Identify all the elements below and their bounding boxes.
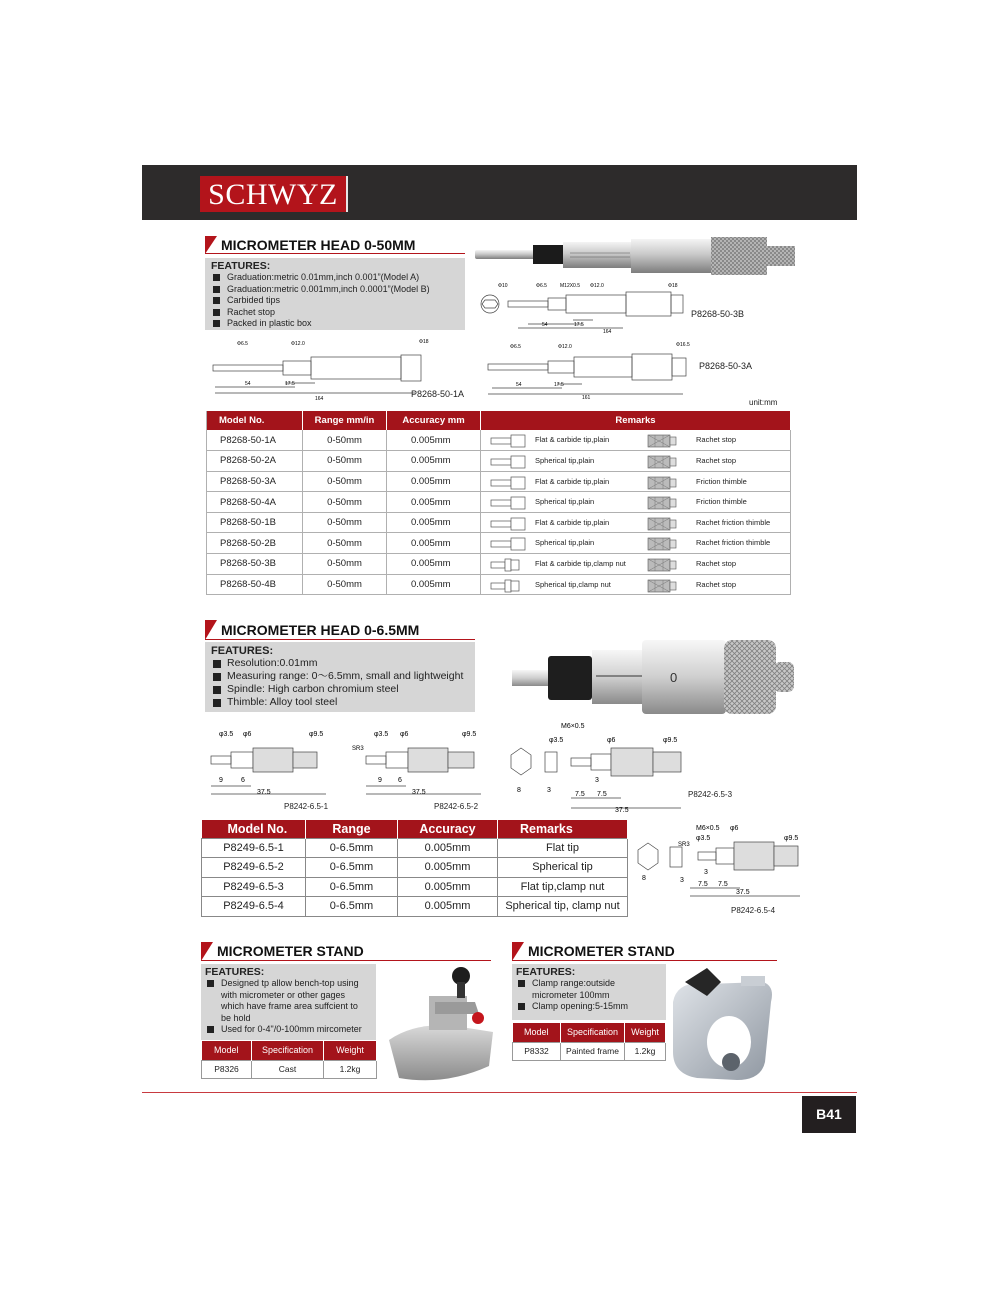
stop-desc: Rachet stop <box>696 435 737 444</box>
thimble-icon <box>647 496 697 510</box>
cell-model: P8268-50-2A <box>207 451 303 472</box>
features-label: FEATURES: <box>205 966 265 978</box>
tip-desc: Flat & carbide tip,plain <box>535 517 610 527</box>
svg-text:φ3.5: φ3.5 <box>374 731 389 738</box>
section3-features <box>201 964 376 1040</box>
table-row <box>202 877 628 897</box>
table-header-row <box>207 411 791 430</box>
tip-icon <box>489 455 529 469</box>
feature-item: Designed tp allow bench-top using with micrometer or other gages which have frame area suffcient to be hold <box>205 978 370 1024</box>
stop-desc: Friction thimble <box>696 497 747 507</box>
feature-item: Measuring range: 0～6.5mm, small and lightweight <box>211 670 469 683</box>
tip-desc: Flat & carbide tip,plain <box>535 435 610 444</box>
thimble-icon <box>647 558 697 572</box>
tip-icon <box>489 476 529 490</box>
th-model: Model No. <box>207 411 303 430</box>
svg-text:7.5: 7.5 <box>597 791 607 798</box>
cell-model: P8249-6.5-3 <box>202 877 306 897</box>
cell-remarks <box>481 430 791 451</box>
svg-text:37.5: 37.5 <box>257 789 271 796</box>
cell-range: 0-50mm <box>303 471 387 492</box>
svg-text:3: 3 <box>547 787 551 794</box>
svg-text:37.5: 37.5 <box>412 789 426 796</box>
feature-item: Carbided tips <box>211 295 459 307</box>
svg-text:9: 9 <box>378 777 382 784</box>
cell-remarks: Spherical tip, clamp nut <box>498 897 628 917</box>
label-p8268-50-1a: P8268-50-1A <box>411 389 465 399</box>
tip-icon <box>489 537 529 551</box>
svg-text:M12X0.5: M12X0.5 <box>560 283 581 289</box>
unit-label: unit:mm <box>749 398 778 407</box>
section2-title: MICROMETER HEAD 0-6.5MM <box>205 620 475 640</box>
feature-item: Used for 0-4"/0-100mm mircometer <box>205 1024 370 1036</box>
cell-remarks <box>481 471 791 492</box>
micrometer-head-50-photo <box>475 233 800 283</box>
cell-model: P8268-50-3A <box>207 471 303 492</box>
svg-text:φ9.5: φ9.5 <box>462 731 477 738</box>
tip-icon <box>489 496 529 510</box>
cell-range: 0-6.5mm <box>306 897 398 917</box>
svg-text:φ6: φ6 <box>730 825 739 832</box>
cell-model: P8268-50-2B <box>207 533 303 554</box>
table-row <box>202 858 628 878</box>
cell-model: P8249-6.5-2 <box>202 858 306 878</box>
stop-desc: Rachet friction thimble <box>696 538 771 548</box>
cell-model: P8268-50-4B <box>207 574 303 595</box>
cell-range: 0-6.5mm <box>306 877 398 897</box>
cell-accuracy: 0.005mm <box>387 512 481 533</box>
cell-remarks: Flat tip,clamp nut <box>498 877 628 897</box>
feature-item: Clamp opening:5-15mm <box>516 1001 660 1013</box>
cell-remarks <box>481 554 791 575</box>
svg-text:3: 3 <box>704 869 708 876</box>
svg-text:φ6: φ6 <box>607 737 616 744</box>
cell-range: 0-6.5mm <box>306 858 398 878</box>
table-row <box>202 838 628 858</box>
svg-text:3: 3 <box>595 777 599 784</box>
svg-text:Φ16.5: Φ16.5 <box>676 342 690 348</box>
features-label: FEATURES: <box>211 645 274 657</box>
drawing-p8268-50-3a <box>482 340 692 402</box>
svg-text:Φ12.0: Φ12.0 <box>590 283 604 289</box>
cell-accuracy: 0.005mm <box>387 533 481 554</box>
drawing-p8242-6-5-3 <box>505 720 690 815</box>
section2-header <box>205 620 475 640</box>
th-accuracy: Accuracy <box>398 820 498 838</box>
svg-text:37.5: 37.5 <box>736 889 750 896</box>
svg-text:7.5: 7.5 <box>575 791 585 798</box>
svg-text:Φ6.5: Φ6.5 <box>237 341 248 347</box>
svg-text:8: 8 <box>642 875 646 882</box>
cell-range: 0-6.5mm <box>306 838 398 858</box>
cell-range: 0-50mm <box>303 492 387 513</box>
cell-model: P8332 <box>513 1042 561 1060</box>
cell-range: 0-50mm <box>303 533 387 554</box>
cell-weight: 1.2kg <box>625 1042 666 1060</box>
th-remarks: Remarks <box>481 411 791 430</box>
stand-p8332-photo <box>667 962 775 1082</box>
cell-range: 0-50mm <box>303 430 387 451</box>
svg-text:17.5: 17.5 <box>285 381 295 387</box>
stand-p8326-photo <box>385 962 497 1082</box>
section1-title: MICROMETER HEAD 0-50MM <box>205 236 465 254</box>
cell-remarks: Flat tip <box>498 838 628 858</box>
table-row <box>207 574 791 595</box>
svg-text:φ3.5: φ3.5 <box>696 835 711 842</box>
cell-accuracy: 0.005mm <box>398 877 498 897</box>
cell-accuracy: 0.005mm <box>398 838 498 858</box>
thimble-icon <box>647 517 697 531</box>
th-weight: Weight <box>324 1041 377 1060</box>
section4-title: MICROMETER STAND <box>512 942 777 961</box>
drawing-p8242-6-5-1 <box>205 724 335 800</box>
cell-accuracy: 0.005mm <box>387 574 481 595</box>
tip-icon <box>489 558 529 572</box>
svg-text:164: 164 <box>315 396 324 402</box>
svg-text:M6×0.5: M6×0.5 <box>561 723 585 730</box>
cell-range: 0-50mm <box>303 554 387 575</box>
svg-text:164: 164 <box>603 329 612 335</box>
svg-text:Φ6.5: Φ6.5 <box>510 344 521 350</box>
svg-text:17.5: 17.5 <box>574 322 584 328</box>
section3-spec-table <box>201 1041 377 1079</box>
section3-header <box>201 942 491 961</box>
table-row <box>207 471 791 492</box>
tip-icon <box>489 517 529 531</box>
svg-text:φ9.5: φ9.5 <box>309 731 324 738</box>
svg-text:161: 161 <box>582 395 591 401</box>
brand-name: SCHWYZ <box>208 178 338 211</box>
feature-item: Graduation:metric 0.001mm,inch 0.0001”(Model B) <box>211 284 459 296</box>
tip-icon <box>489 579 529 593</box>
label-p8242-6-5-2: P8242-6.5-2 <box>434 802 479 811</box>
cell-model: P8326 <box>202 1060 252 1078</box>
th-accuracy: Accuracy mm <box>387 411 481 430</box>
feature-item: Packed in plastic box <box>211 318 459 330</box>
cell-range: 0-50mm <box>303 451 387 472</box>
cell-remarks <box>481 533 791 554</box>
feature-item: Spindle: High carbon chromium steel <box>211 683 469 696</box>
features-label: FEATURES: <box>516 966 576 978</box>
cell-accuracy: 0.005mm <box>387 471 481 492</box>
svg-text:M6×0.5: M6×0.5 <box>696 825 720 832</box>
label-p8268-50-3a: P8268-50-3A <box>699 361 753 371</box>
cell-remarks: Spherical tip <box>498 858 628 878</box>
cell-accuracy: 0.005mm <box>398 858 498 878</box>
svg-text:0: 0 <box>670 670 678 685</box>
drawing-p8268-50-3b <box>478 280 788 335</box>
svg-text:8: 8 <box>517 787 521 794</box>
thimble-icon <box>647 455 697 469</box>
drawing-p8242-6-5-4 <box>632 820 807 912</box>
svg-text:φ6: φ6 <box>400 731 409 738</box>
thimble-icon <box>647 476 697 490</box>
section4-header <box>512 942 777 961</box>
feature-item: Thimble: Alloy tool steel <box>211 696 469 709</box>
cell-remarks <box>481 512 791 533</box>
table-row <box>207 430 791 451</box>
svg-text:17.5: 17.5 <box>554 382 564 388</box>
table-row <box>207 533 791 554</box>
cell-model: P8268-50-3B <box>207 554 303 575</box>
table-header-row <box>513 1023 666 1042</box>
th-model: Model <box>513 1023 561 1042</box>
table-row <box>513 1042 666 1060</box>
cell-accuracy: 0.005mm <box>387 554 481 575</box>
section2-spec-table <box>201 820 628 917</box>
section4-spec-table <box>512 1023 666 1061</box>
tip-desc: Spherical tip,plain <box>535 538 595 548</box>
cell-model: P8268-50-1B <box>207 512 303 533</box>
label-p8242-6-5-4: P8242-6.5-4 <box>731 906 776 915</box>
section4-features <box>512 964 666 1020</box>
features-label: FEATURES: <box>211 260 271 272</box>
cell-remarks <box>481 574 791 595</box>
cell-range: 0-50mm <box>303 574 387 595</box>
stop-desc: Rachet stop <box>696 579 737 589</box>
tip-desc: Flat & carbide tip,clamp nut <box>535 559 626 569</box>
table-header-row <box>202 1041 377 1060</box>
svg-text:φ6: φ6 <box>243 731 252 738</box>
cell-model: P8268-50-4A <box>207 492 303 513</box>
label-p8268-50-3b: P8268-50-3B <box>691 309 745 319</box>
tip-desc: Spherical tip,clamp nut <box>535 579 611 589</box>
page-number: B41 <box>802 1096 856 1133</box>
stop-desc: Rachet friction thimble <box>696 517 771 527</box>
tip-desc: Spherical tip,plain <box>535 497 595 507</box>
th-remarks: Remarks <box>498 820 628 838</box>
svg-text:SR3: SR3 <box>352 746 364 752</box>
svg-text:φ9.5: φ9.5 <box>784 835 799 842</box>
label-p8242-6-5-3: P8242-6.5-3 <box>688 790 733 799</box>
brand-logo <box>200 176 348 212</box>
section1-features <box>205 258 465 330</box>
svg-text:φ3.5: φ3.5 <box>219 731 234 738</box>
th-spec: Specification <box>252 1041 324 1060</box>
drawing-p8268-50-1a <box>205 337 445 402</box>
cell-weight: 1.2kg <box>324 1060 377 1078</box>
svg-text:7.5: 7.5 <box>698 881 708 888</box>
feature-item: Clamp range:outside micrometer 100mm <box>516 978 660 1001</box>
cell-spec: Cast <box>252 1060 324 1078</box>
table-row <box>202 897 628 917</box>
svg-text:Φ18: Φ18 <box>419 339 429 345</box>
svg-text:φ9.5: φ9.5 <box>663 737 678 744</box>
cell-accuracy: 0.005mm <box>387 451 481 472</box>
svg-text:SR3: SR3 <box>678 842 690 848</box>
svg-text:7.5: 7.5 <box>718 881 728 888</box>
th-range: Range <box>306 820 398 838</box>
table-row <box>207 492 791 513</box>
cell-remarks <box>481 492 791 513</box>
stop-desc: Rachet stop <box>696 456 737 466</box>
table-row <box>207 451 791 472</box>
footer-line <box>142 1092 857 1093</box>
section3-title: MICROMETER STAND <box>201 942 491 961</box>
table-row <box>207 512 791 533</box>
svg-text:6: 6 <box>398 777 402 784</box>
svg-text:Φ6.5: Φ6.5 <box>536 283 547 289</box>
feature-item: Rachet stop <box>211 307 459 319</box>
th-weight: Weight <box>625 1023 666 1042</box>
thimble-icon <box>647 434 697 448</box>
th-model: Model No. <box>202 820 306 838</box>
svg-text:Φ12.0: Φ12.0 <box>291 341 305 347</box>
th-model: Model <box>202 1041 252 1060</box>
stop-desc: Rachet stop <box>696 559 737 569</box>
section1-header <box>205 236 465 254</box>
svg-text:Φ12.0: Φ12.0 <box>558 344 572 350</box>
th-spec: Specification <box>561 1023 625 1042</box>
svg-text:54: 54 <box>516 382 522 388</box>
feature-item: Graduation:metric 0.01mm,inch 0.001”(Model A) <box>211 272 459 284</box>
svg-text:9: 9 <box>219 777 223 784</box>
cell-spec: Painted frame <box>561 1042 625 1060</box>
svg-text:Φ10: Φ10 <box>498 283 508 289</box>
tip-desc: Spherical tip,plain <box>535 456 595 466</box>
tip-icon <box>489 434 529 448</box>
svg-text:φ3.5: φ3.5 <box>549 737 564 744</box>
svg-text:6: 6 <box>241 777 245 784</box>
tip-desc: Flat & carbide tip,plain <box>535 476 610 486</box>
cell-model: P8249-6.5-4 <box>202 897 306 917</box>
th-range: Range mm/in <box>303 411 387 430</box>
feature-item: Resolution:0.01mm <box>211 657 469 670</box>
cell-remarks <box>481 451 791 472</box>
micrometer-head-6-5-photo <box>512 636 802 718</box>
stop-desc: Friction thimble <box>696 476 747 486</box>
svg-text:Φ18: Φ18 <box>668 283 678 289</box>
svg-text:37.5: 37.5 <box>615 807 629 814</box>
svg-text:54: 54 <box>542 322 548 328</box>
section2-features <box>205 642 475 712</box>
svg-text:3: 3 <box>680 877 684 884</box>
cell-range: 0-50mm <box>303 512 387 533</box>
thimble-icon <box>647 537 697 551</box>
cell-accuracy: 0.005mm <box>398 897 498 917</box>
cell-model: P8268-50-1A <box>207 430 303 451</box>
cell-model: P8249-6.5-1 <box>202 838 306 858</box>
drawing-p8242-6-5-2 <box>350 724 490 800</box>
table-row <box>207 554 791 575</box>
label-p8242-6-5-1: P8242-6.5-1 <box>284 802 329 811</box>
table-header-row <box>202 820 628 838</box>
table-row <box>202 1060 377 1078</box>
svg-text:54: 54 <box>245 381 251 387</box>
cell-accuracy: 0.005mm <box>387 492 481 513</box>
section1-spec-table <box>206 411 791 595</box>
thimble-icon <box>647 579 697 593</box>
cell-accuracy: 0.005mm <box>387 430 481 451</box>
